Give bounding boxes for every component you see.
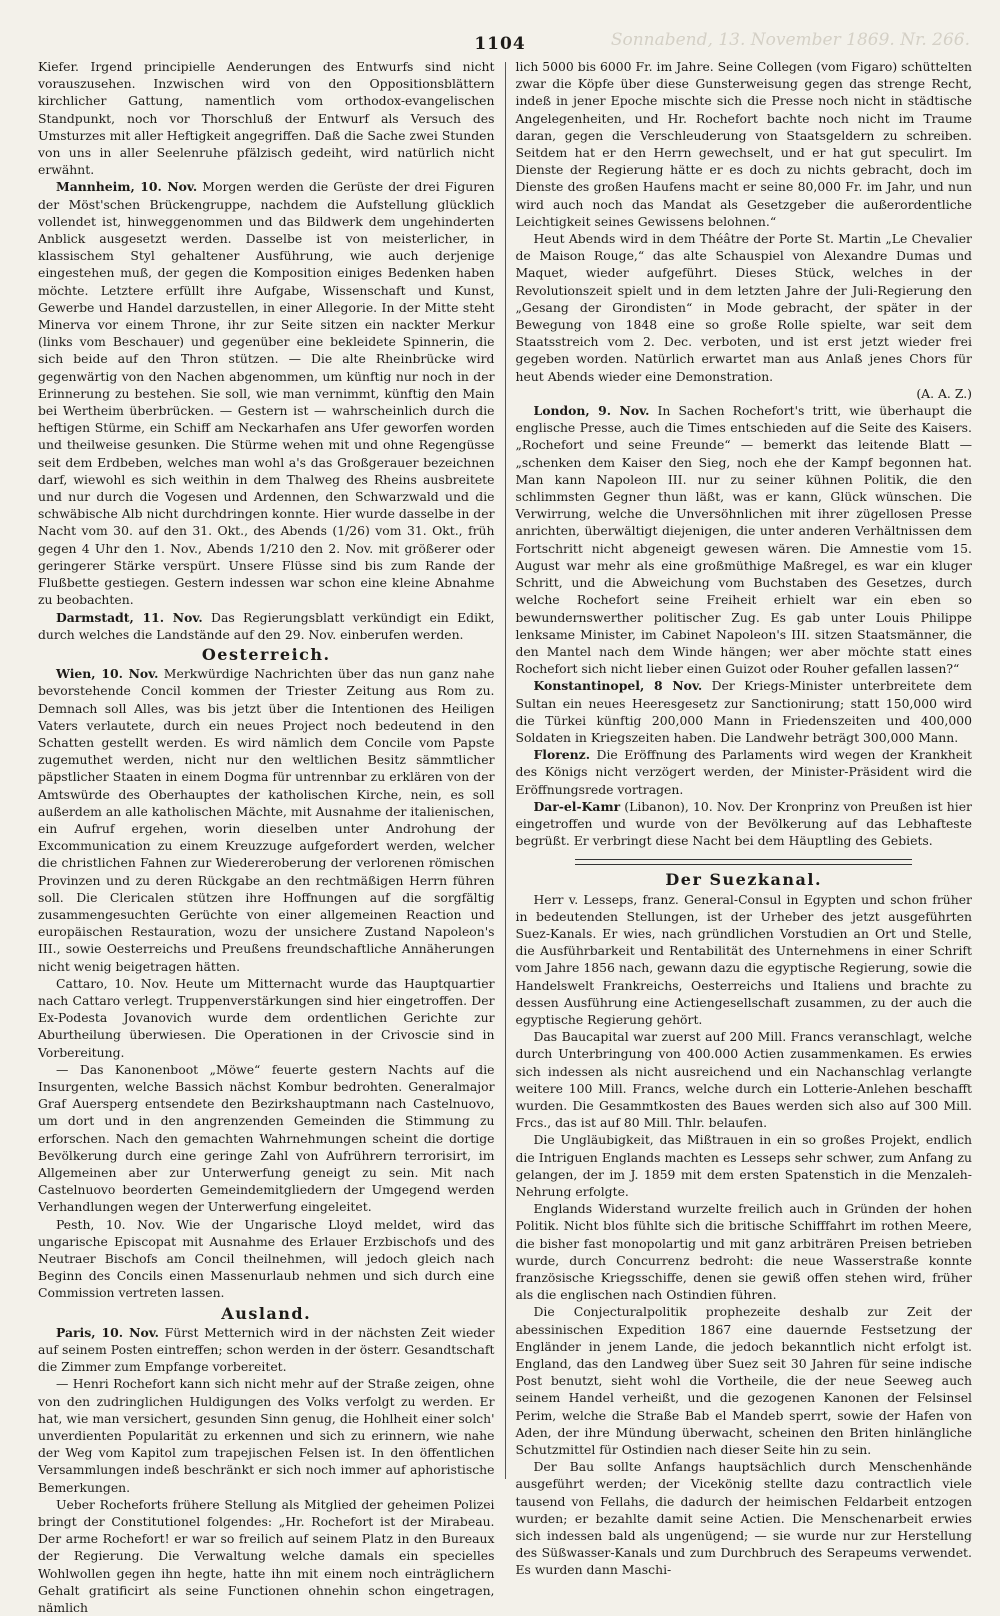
dateline: Mannheim, 10. Nov. [56, 179, 198, 195]
article-paragraph [515, 230, 972, 385]
paragraph-text: Der Kriegs-Minister unterbreitete dem Sultan ein neues Heeresgesetz zur Sanctionirung; statt 150,000 wird die Türkei künftig 200,000 Mann in Friedenszeiten und 400,000 Soldaten in Kriegszeiten haben. Die Landwehr beträgt 300,000 Mann. [515, 678, 972, 745]
article-paragraph [515, 746, 972, 798]
article-paragraph [515, 58, 972, 230]
article-paragraph [38, 1375, 495, 1495]
dateline: Darmstadt, 11. Nov. [56, 609, 203, 625]
section-title: Der Suezkanal. [665, 870, 823, 890]
paragraph-text: lich 5000 bis 6000 Fr. im Jahre. Seine Collegen (vom Figaro) schüttelten zwar die Köpfe über diese Gunsterweisung gegen das strenge Recht, indeß in jener Epoche mischte sich die Presse noch nicht in städtische Angelegenheiten, und Hr. Rochefort bachte noch nicht im Traume daran, gegen die Verschleuderung von Staatsgeldern zu schreiben. Seitdem hat er den Herrn gewechselt, und er hat gut speculirt. Im Dienste der Regierung hätte er es doch zu nichts gebracht, doch im Dienste des großen Haufens macht er seine 80,000 Fr. im Jahr, und nun wird auch noch das Mandat als Gesetzgeber die außerordentliche Leichtigkeit seines Gewissens belohnen.“ [515, 59, 972, 229]
article-paragraph [515, 402, 972, 677]
paragraph-text: — Henri Rochefort kann sich nicht mehr auf der Straße zeigen, ohne von den zudringlichen Huldigungen des Volks verfolgt zu werden. Er hat, wie man versichert, gesunden Sinn genug, die Hohlheit einer solch' unverdienten Popularität zu erkennen und sich zu erinnern, wie nahe der Weg vom Kapitol zum trapejischen Felsen ist. In den öffentlichen Versammlungen indeß beschränkt er sich noch immer auf aphoristische Bemerkungen. [38, 1376, 495, 1495]
bleed-through-header: Sonnabend, 13. November 1869. Nr. 266. [610, 30, 970, 50]
page-number: 1104 [474, 34, 526, 54]
paragraph-text: Ueber Rocheforts frühere Stellung als Mitglied der geheimen Polizei bringt der Constitutionel folgendes: „Hr. Rochefort ist der Mirabeau. Der arme Rochefort! er war so freilich auf seinem Platz in den Bureaux der Regierung. Die Verwaltung welche damals ein specielles Wohlwollen gegen ihn hegte, hatte ihn mit einem noch einträglichern Gehalt gratificirt als seine Functionen ohnehin schon eingetragen, nämlich [38, 1496, 495, 1616]
paragraph-text: Merkwürdige Nachrichten über das nun ganz nahe bevorstehende Concil kommen der Triester Zeitung aus Rom zu. Demnach soll Alles, was bis jetzt über die Intentionen des Heiligen Vaters verlautete, durch ein neues Project noch bedeutend in den Schatten gestellt werden. Es wird nämlich dem Concile vom Papste zugemuthet werden, nicht nur den weltlichen Besitz sämmtlicher päpstlicher Staaten in einem Dogma für untrennbar zu erklären von der Amtswürde des Oberhauptes der katholischen Kirche, nein, es soll außerdem an alle katholischen Mächte, mit Ausnahme der italienischen, ein Aufruf ergehen, worin dieselben unter Androhung der Excommunication zu einem Kreuzzuge aufgefordert werden, welcher die christlichen Fahnen zur Wiedereroberung der verlorenen römischen Provinzen und zu deren Rückgabe an den rechtmäßigen Herrn führen soll. Die Clericalen stützen ihre Hoffnungen auf die sorgfältig zusammengesuchten Gerüchte von einer allgemeinen Reaction und europäischen Restauration, wozu der unsichere Zustand Napoleon's III., sowie Oesterreichs und Preußens freundschaftliche Annäherungen nicht wenig beigetragen hätten. [38, 666, 495, 974]
article-paragraph [38, 58, 495, 178]
article-paragraph [515, 677, 972, 746]
article-paragraph [38, 1324, 495, 1376]
paragraph-text: Heut Abends wird in dem Théâtre der Porte St. Martin „Le Chevalier de Maison Rouge,“ das alte Schauspiel von Alexandre Dumas und Maquet, wieder aufgeführt. Dieses Stück, welches in der Revolutionszeit spielt und in dem letzten Jahre der Juli-Regierung den „Gesang der Girondisten“ in Mode gebracht, der später in der Bewegung von 1848 eine so große Rolle spielte, war seit dem Staatsstreich vom 2. Dec. verboten, und ist erst jetzt wieder frei gegeben worden. Natürlich erwartet man aus Anlaß jenes Chors für heut Abends wieder eine Demonstration. [515, 231, 972, 384]
article-paragraph [38, 1061, 495, 1216]
paragraph-text: Das Regierungsblatt verkündigt ein Edikt, durch welches die Landstände auf den 29. Nov. einberufen werden. [38, 609, 495, 642]
paragraph-text: Pesth, 10. Nov. Wie der Ungarische Lloyd meldet, wird das ungarische Episcopat mit Ausnahme des Erlauer Erzbischofs und des Neutraer Bischofs am Concil theilnehmen, will jedoch gleich nach Beginn des Concils einen Massenurlaub nehmen und sich durch eine Commission vertreten lassen. [38, 1216, 495, 1301]
paragraph-text: Das Baucapital war zuerst auf 200 Mill. Francs veranschlagt, welche durch Unterbringung von 400.000 Actien zusammenkamen. Es erwies sich indessen als nicht ausreichend und ein Nachanschlag verlangte weitere 100 Mill. Francs, welche durch ein Lotterie-Anlehen beschafft wurden. Die Gesammtkosten des Baues werden sich also auf 300 Mill. Frcs., das ist auf 80 Mill. Thlr. belaufen. [515, 1029, 972, 1131]
paragraph-text: — Das Kanonenboot „Möwe“ feuerte gestern Nachts auf die Insurgenten, welche Bassich nächst Kombur bedrohten. Generalmajor Graf Auersperg entsendete den Bezirkshauptmann nach Castelnuovo, um dort und in den angrenzenden Gemeinden die Stimmung zu erforschen. Nach den gemachten Wahrnehmungen scheint die dortige Bevölkerung durch eine geringe Zahl von Aufrührern terrorisirt, im Allgemeinen aber zur Unterwerfung geneigt zu sein. Mit nach Castelnuovo beorderten Gemeindemitgliedern der Umgegend werden Verhandlungen wegen der Unterwerfung eingeleitet. [38, 1061, 495, 1215]
article-columns [38, 58, 972, 1616]
paragraph-text: Herr v. Lesseps, franz. General-Consul in Egypten und schon früher in bedeutenden Stellungen, ist der Urheber des jetzt ausgeführten Suez-Kanals. Er wies, nach gründlichen Vorstudien an Ort und Stelle, die Ausführbarkeit und Rentabilität des Unternehmens in einer Schrift vom Jahre 1856 nach, gewann dazu die egyptische Regierung, sowie die Handelswelt Frankreichs, Oesterreichs und Italiens und brachte zu dessen Ausführung eine Actiengesellschaft zusammen, zu der auch die egyptische Regierung gehört. [515, 891, 972, 1027]
article-paragraph [38, 1496, 495, 1616]
column-divider [505, 62, 506, 1479]
paragraph-text: Kiefer. Irgend principielle Aenderungen des Entwurfs sind nicht vorauszusehen. Inzwischen wird von den Oppositionsblättern kirchlicher Gattung, namentlich vom orthodox-evangelischen Standpunkt, noch vor Thorschluß der Entwurf als Versuch des Umsturzes mit aller Heftigkeit angegriffen. Daß die Sache zwei Stunden von uns in aller Seelenruhe pfälzisch gedeiht, wird natürlich nicht erwähnt. [38, 59, 495, 178]
article-paragraph [38, 975, 495, 1061]
dateline: Paris, 10. Nov. [56, 1324, 159, 1340]
paragraph-text: (Libanon), 10. Nov. Der Kronprinz von Preußen ist hier eingetroffen und wurde von der Bevölkerung auf das Lebhafteste begrüßt. Er verbringt diese Nacht bei dem Häuptling des Gebiets. [515, 798, 972, 849]
section-rule [575, 859, 912, 865]
paragraph-text: Fürst Metternich wird in der nächsten Zeit wieder auf seinem Posten eintreffen; schon werden in der österr. Gesandtschaft die Zimmer zum Empfange vorbereitet. [38, 1324, 495, 1375]
article-paragraph [515, 798, 972, 850]
dateline: Wien, 10. Nov. [56, 666, 159, 682]
article-paragraph [515, 891, 972, 1029]
paragraph-text: Der Bau sollte Anfangs hauptsächlich durch Menschenhände ausgeführt werden; der Vicekönig stellte dazu contractlich viele tausend von Fellahs, die dadurch der heimischen Feldarbeit entzogen wurden; er bezahlte damit seine Actien. Die Menschenarbeit erwies sich indessen bald als ungenügend; — sie wurde nur zur Herstellung des Süßwasser-Kanals und zum Durchbruch des Serapeums verwendet. Es wurden dann Maschi- [515, 1459, 972, 1578]
dateline: London, 9. Nov. [533, 403, 650, 419]
source-signature: (A. A. Z.) [916, 385, 972, 401]
article-paragraph [515, 1303, 972, 1458]
article-paragraph [515, 1131, 972, 1200]
article-paragraph [38, 665, 495, 975]
article-paragraph [38, 609, 495, 643]
section-title: Oesterreich. [201, 644, 331, 664]
paragraph-text: Cattaro, 10. Nov. Heute um Mitternacht wurde das Hauptquartier nach Cattaro verlegt. Truppenverstärkungen sind hier eingetroffen. Der Ex-Podesta Jovanovich wurde dem ordentlichen Gerichte zur Aburtheilung überwiesen. Die Operationen in der Crivoscie sind in Vorbereitung. [38, 975, 495, 1060]
dateline: Florenz. [533, 747, 591, 763]
paragraph-text: Die Eröffnung des Parlaments wird wegen der Krankheit des Königs nicht verzögert werden, der Minister-Präsident wird die Eröffnungsrede vortragen. [515, 747, 972, 797]
left-column [38, 58, 495, 1616]
dateline: Dar-el-Kamr [533, 798, 621, 814]
article-paragraph [515, 1200, 972, 1303]
article-paragraph [515, 1458, 972, 1578]
paragraph-text: In Sachen Rochefort's tritt, wie überhaupt die englische Presse, auch die Times entschieden auf die Seite des Kaisers. „Rochefort und seine Freunde“ — bemerkt das leitende Blatt — „schenken dem Kaiser den Sieg, noch ehe der Kampf begonnen hat. Man kann Napoleon III. nur zu seiner kühnen Politik, die den schlimmsten Gegner thun läßt, was er kann, Glück wünschen. Die Verwirrung, welche die Unversöhnlichen mit ihrer zügellosen Presse anrichten, überwältigt diejenigen, die unter anderen Verhältnissen dem Fortschritt nicht abgeneigt gewesen wären. Die Amnestie vom 15. August war mehr als eine großmüthige Maßregel, es war ein kluger Schritt, und die Abweichung vom Buchstaben des Gesetzes, durch welche Rochefort seine Freiheit erhielt war ein eben so bewundernswerther politischer Zug. Es gab unter Louis Philippe lenksame Minister, im Cabinet Napoleon's III. sitzen Staatsmänner, die den Mantel nach dem Winde hängen; wer aber möchte statt eines Rochefort sich nicht lieber einen Guizot oder Rouher gefallen lassen?“ [515, 403, 972, 677]
paragraph-text: Die Conjecturalpolitik prophezeite deshalb zur Zeit der abessinischen Expedition 1867 eine dauernde Festsetzung der Engländer in jenem Lande, die jedoch bekanntlich nicht erfolgt ist. England, das den Landweg über Suez seit 30 Jahren für seine indische Post benutzt, sieht wohl die Vortheile, die der neue Seeweg auch seinem Handel verheißt, und die gezogenen Kanonen der Felsinsel Perim, welche die Straße Bab el Mandeb sperrt, sowie der Hafen von Aden, der ihre Mündung überwacht, scheinen den Briten hinlängliche Schutzmittel für Ostindien nach dieser Seite hin zu sein. [515, 1304, 972, 1458]
paragraph-text: Morgen werden die Gerüste der drei Figuren der Möst'schen Brückengruppe, nachdem die Aufstellung glücklich vollendet ist, hinweggenommen und das Bildwerk dem ungehinderten Anblick ausgesetzt werden. Dasselbe ist von meisterlicher, in klassischem Styl gehaltener Ausführung, wie auch derjenige eingestehen muß, der gegen die Komposition einiges Bedenken haben möchte. Letztere erfüllt ihre Aufgabe, Wissenschaft und Kunst, Gewerbe und Handel darzustellen, in einer Allegorie. In der Mitte steht Minerva vor einem Throne, ihr zur Seite sitzen ein nackter Merkur (links vom Beschauer) und gegenüber eine bekleidete Spinnerin, die sich beide auf den Thron stützen. — Die alte Rheinbrücke wird gegenwärtig von den Nachen abgenommen, um künftig nur noch in der Erinnerung zu bestehen. Sie soll, wie man vernimmt, künftig den Main bei Wertheim überbrücken. — Gestern ist — wahrscheinlich durch die heftigen Stürme, ein Schiff am Neckarhafen ans Ufer geworfen worden und theilweise gesunken. Die Stürme wehen mit und ohne Regengüsse seit dem Erdbeben, welches man wohl a's das Großgerauer bezeichnen darf, wiewohl es sich weithin in dem Thalweg des Rheins ausbreitete und nur durch die Vogesen und Ardennen, den Schwarzwald und die schwäbische Alb nicht durchdringen konnte. Hier wurde dasselbe in der Nacht vom 30. auf den 31. Okt., des Abends (1/26) vom 31. Okt., früh gegen 4 Uhr den 1. Nov., Abends 1/210 den 2. Nov. mit größerer oder geringerer Stärke verspürt. Unsere Flüsse sind bis zum Rande der Flußbette gestiegen. Gestern indessen war schon eine kleine Abnahme zu beobachten. [38, 179, 495, 608]
paragraph-text: Die Ungläubigkeit, das Mißtrauen in ein so großes Projekt, endlich die Intriguen Englands machten es Lesseps sehr schwer, zum Anfang zu gelangen, der im J. 1859 mit dem ersten Spatenstich in die Menzaleh-Nehrung erfolgte. [515, 1132, 972, 1199]
article-paragraph [515, 1028, 972, 1131]
section-title: Ausland. [221, 1303, 312, 1323]
dateline: Konstantinopel, 8 Nov. [533, 678, 703, 694]
article-paragraph [38, 1216, 495, 1302]
paragraph-text: Englands Widerstand wurzelte freilich auch in Gründen der hohen Politik. Nicht blos fühlte sich die britische Schifffahrt im rothen Meere, die bisher fast monopolartig und mit ganz arbiträren Preisen betrieben wurde, durch Concurrenz bedroht: die neue Wasserstraße konnte französische Kriegsschiffe, denen sie gewiß offen stehen wird, früher als die englischen nach Ostindien führen. [515, 1201, 972, 1303]
article-paragraph [38, 178, 495, 608]
right-column [515, 58, 972, 1578]
